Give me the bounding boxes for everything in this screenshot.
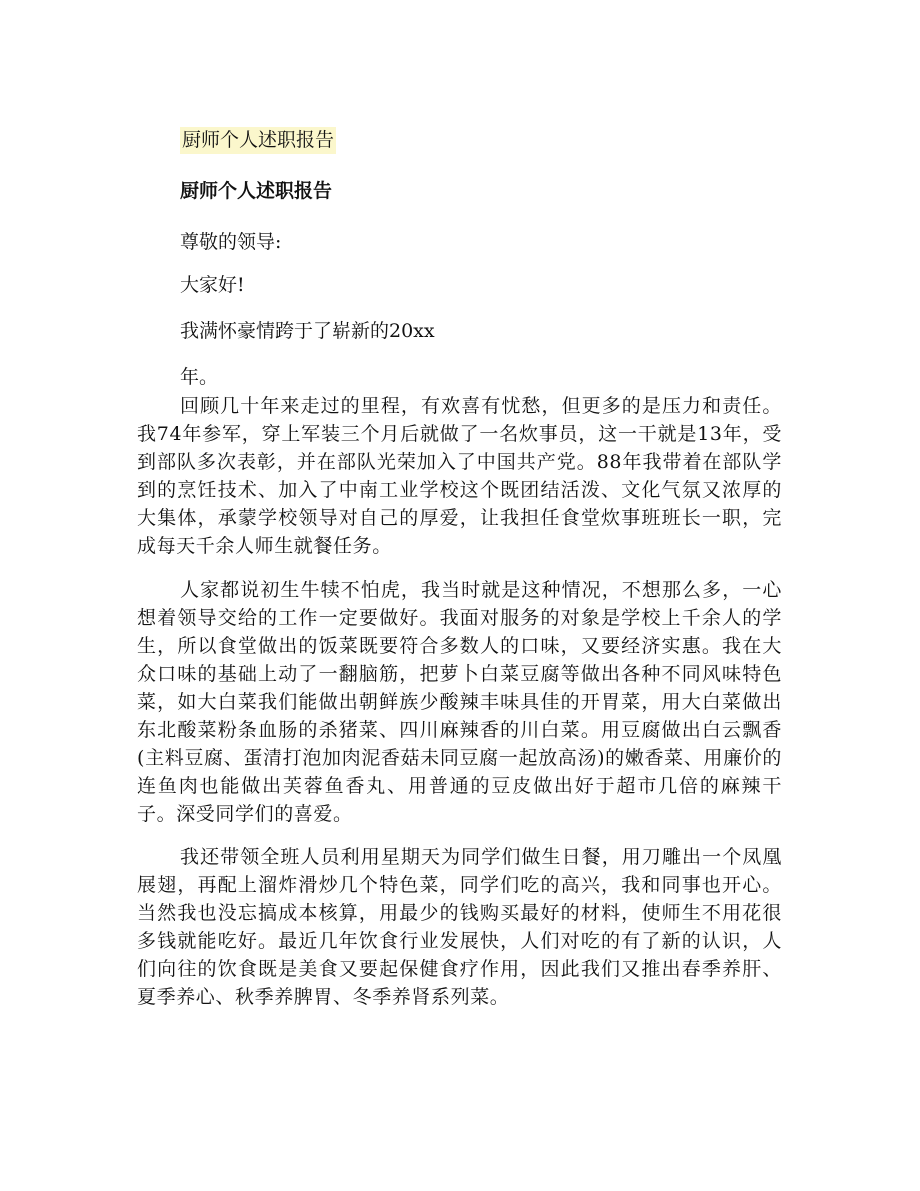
paragraph-3: 我还带领全班人员利用星期天为同学们做生日餐，用刀雕出一个凤凰展翅，再配上溜炸滑炒几个特色菜，同学们吃的高兴，我和同事也开心。当然我也没忘搞成本核算，用最少的钱购买最好的材料，使师生不用花很多钱就能吃好。最近几年饮食行业发展快，人们对吃的有了新的认识，人们向往的饮食既是美食又要起保健食疗作用，因此我们又推出春季养肝、夏季养心、秋季养脾胃、冬季养肾系列菜。	[137, 846, 782, 1008]
highlighted-title: 厨师个人述职报告	[180, 127, 336, 154]
intro-line-2: 年。	[180, 366, 219, 388]
salutation: 尊敬的领导:	[180, 231, 282, 253]
document-title: 厨师个人述职报告	[180, 180, 333, 202]
intro-line-1: 我满怀豪情跨于了崭新的20xx	[180, 320, 435, 342]
paragraph-1: 回顾几十年来走过的里程，有欢喜有忧愁，但更多的是压力和责任。我74年参军，穿上军装三个月后就做了一名炊事员，这一干就是13年，受到部队多次表彰，并在部队光荣加入了中国共产党。88年我带着在部队学到的烹饪技术、加入了中南工业学校这个既团结活泼、文化气氛又浓厚的大集体，承蒙学校领导对自己的厚爱，让我担任食堂炊事班班长一职，完成每天千余人师生就餐任务。	[137, 395, 782, 557]
greeting: 大家好!	[180, 274, 245, 296]
paragraph-2: 人家都说初生牛犊不怕虎，我当时就是这种情况，不想那么多，一心想着领导交给的工作一定要做好。我面对服务的对象是学校上千余人的学生，所以食堂做出的饭菜既要符合多数人的口味，又要经济实惠。我在大众口味的基础上动了一翻脑筋，把萝卜白菜豆腐等做出各种不同风味特色菜，如大白菜我们能做出朝鲜族少酸辣丰味具佳的开胃菜，用大白菜做出东北酸菜粉条血肠的杀猪菜、四川麻辣香的川白菜。用豆腐做出白云飘香(主料豆腐、蛋清打泡加肉泥香菇未同豆腐一起放高汤)的嫩香菜、用廉价的连鱼肉也能做出芙蓉鱼香丸、用普通的豆皮做出好于超市几倍的麻辣干子。深受同学们的喜爱。	[137, 579, 782, 825]
